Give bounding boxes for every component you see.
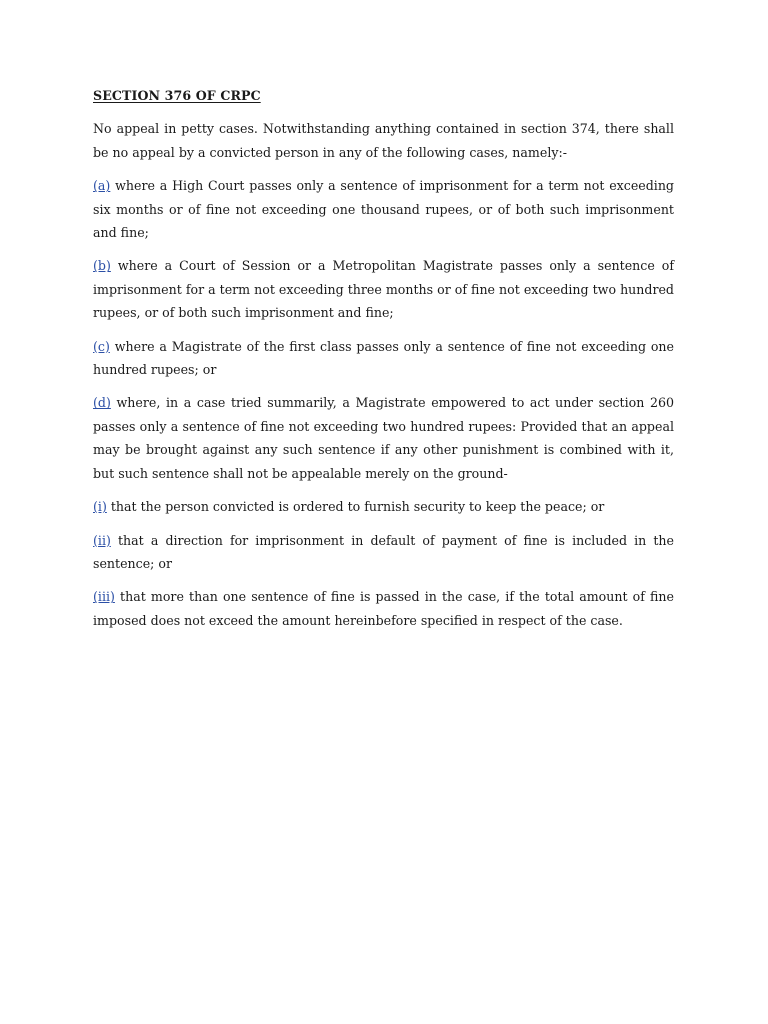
clause-c-link[interactable]: (c) xyxy=(93,338,110,354)
clause-b xyxy=(93,254,674,324)
subclause-i-link[interactable]: (i) xyxy=(93,499,107,515)
subclause-ii-text: that a direction for imprisonment in default of payment of fine is included in the sentence; or xyxy=(93,532,674,571)
clause-d-link[interactable]: (d) xyxy=(93,395,111,411)
intro-paragraph: No appeal in petty cases. Notwithstanding anything contained in section 374, there shall be no appeal by a convicted person in any of the following cases, namely:- xyxy=(93,121,674,160)
subclause-iii xyxy=(93,585,674,632)
clause-c-text: where a Magistrate of the first class passes only a sentence of fine not exceeding one hundred rupees; or xyxy=(93,338,674,378)
clause-c xyxy=(93,335,674,382)
subclause-i-text: that the person convicted is ordered to furnish security to keep the peace; or xyxy=(106,499,605,515)
clause-b-text: where a Court of Session or a Metropolitan Magistrate passes only a sentence of imprisonment for a term not exceeding three months or of fine not exceeding two hundred rupees, or of both such imprisonment and fine; xyxy=(93,258,674,321)
clause-a-link[interactable]: (a) xyxy=(93,178,111,194)
subclause-ii xyxy=(93,529,674,576)
subclause-iii-text: that more than one sentence of fine is passed in the case, if the total amount of fine imposed does not exceed the amount hereinbefore specified in respect of the case. xyxy=(93,589,674,628)
clause-b-link[interactable]: (b) xyxy=(93,258,111,274)
document-page xyxy=(93,84,674,642)
section-title: SECTION 376 OF CRPC xyxy=(93,88,261,103)
subclause-iii-link[interactable]: (iii) xyxy=(93,589,115,605)
clause-d-text: where, in a case tried summarily, a Magistrate empowered to act under section 260 passes only a sentence of fine not exceeding two hundred rupees: Provided that an appeal may be brought against any such sentence if any other punishment is combined with it, but such sentence shall not be appealable merely on the ground- xyxy=(93,395,674,481)
subclause-i xyxy=(93,495,674,518)
clause-a xyxy=(93,174,674,244)
clause-a-text: where a High Court passes only a sentence of imprisonment for a term not exceeding six months or of fine not exceeding one thousand rupees, or of both such imprisonment and fine; xyxy=(93,178,674,241)
subclause-ii-link[interactable]: (ii) xyxy=(93,532,111,548)
clause-d xyxy=(93,391,674,485)
